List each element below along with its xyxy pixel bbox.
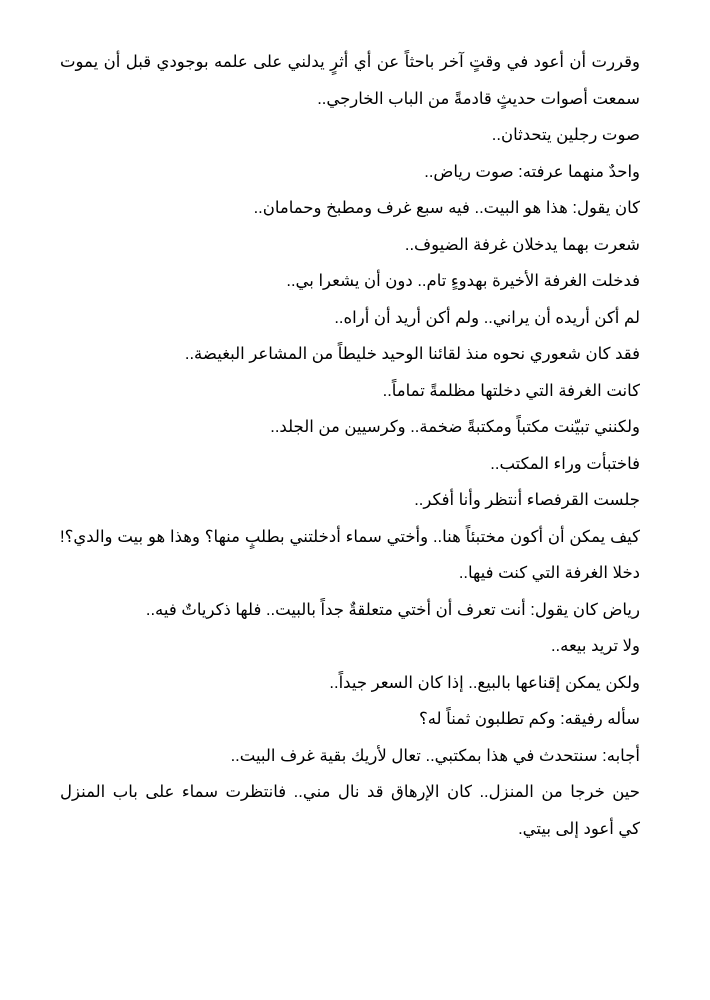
text-line-14: كيف يمكن أن أكون مختبئاً هنا.. وأختي سماء أدخلتني بطلبٍ منها؟ وهذا هو بيت والدي؟!: [60, 527, 640, 546]
text-line-20: أجابه: سنتحدث في هذا بمكتبي.. تعال لأريك بقية غرف البيت..: [230, 746, 640, 765]
text-line-18: ولكن يمكن إقناعها بالبيع.. إذا كان السعر جيداً..: [329, 673, 640, 692]
text-line-21: حين خرجا من المنزل.. كان الإرهاق قد نال مني.. فانتظرت سماء على باب المنزل: [60, 783, 640, 801]
text-line-11: ولكنني تبيّنت مكتباً ومكتبةً ضخمة.. وكرسيين من الجلد..: [270, 418, 640, 436]
text-line-22: كي أعود إلى بيتي.: [518, 819, 640, 838]
text-line-7: فدخلت الغرفة الأخيرة بهدوءٍ تام.. دون أن يشعرا بي..: [286, 272, 640, 290]
text-line-15: دخلا الغرفة التي كنت فيها..: [458, 564, 640, 582]
text-line-9: فقد كان شعوري نحوه منذ لقائنا الوحيد خليطاً من المشاعر البغيضة..: [184, 345, 640, 363]
story-text: [60, 44, 640, 847]
text-line-17: ولا تريد بيعه..: [550, 637, 640, 655]
text-line-5: كان يقول: هذا هو البيت.. فيه سبع غرف ومطبخ وحمامان..: [253, 199, 640, 217]
text-line-1: وقررت أن أعود في وقتٍ آخر باحثاً عن أي أثرٍ يدلني على علمه بوجودي قبل أن يموت: [60, 53, 640, 71]
text-line-12: فاختبأت وراء المكتب..: [490, 454, 640, 473]
text-line-19: سأله رفيقه: وكم تطلبون ثمناً له؟: [418, 710, 640, 728]
text-line-10: كانت الغرفة التي دخلتها مظلمةً تماماً..: [382, 381, 640, 400]
text-line-3: صوت رجلين يتحدثان..: [491, 126, 640, 144]
text-line-8: لم أكن أريده أن يراني.. ولم أكن أريد أن أراه..: [334, 308, 640, 327]
text-line-16: رياض كان يقول: أنت تعرف أن أختي متعلقةٌ جداً بالبيت.. فلها ذكرياتٌ فيه..: [145, 600, 640, 619]
text-line-2: سمعت أصوات حديثٍ قادمةً من الباب الخارجي..: [317, 89, 640, 108]
text-line-4: واحدٌ منهما عرفته: صوت رياض..: [424, 162, 640, 181]
text-line-13: جلست القرفصاء أنتظر وأنا أفكر..: [414, 491, 640, 509]
text-line-6: شعرت بهما يدخلان غرفة الضيوف..: [404, 235, 640, 254]
